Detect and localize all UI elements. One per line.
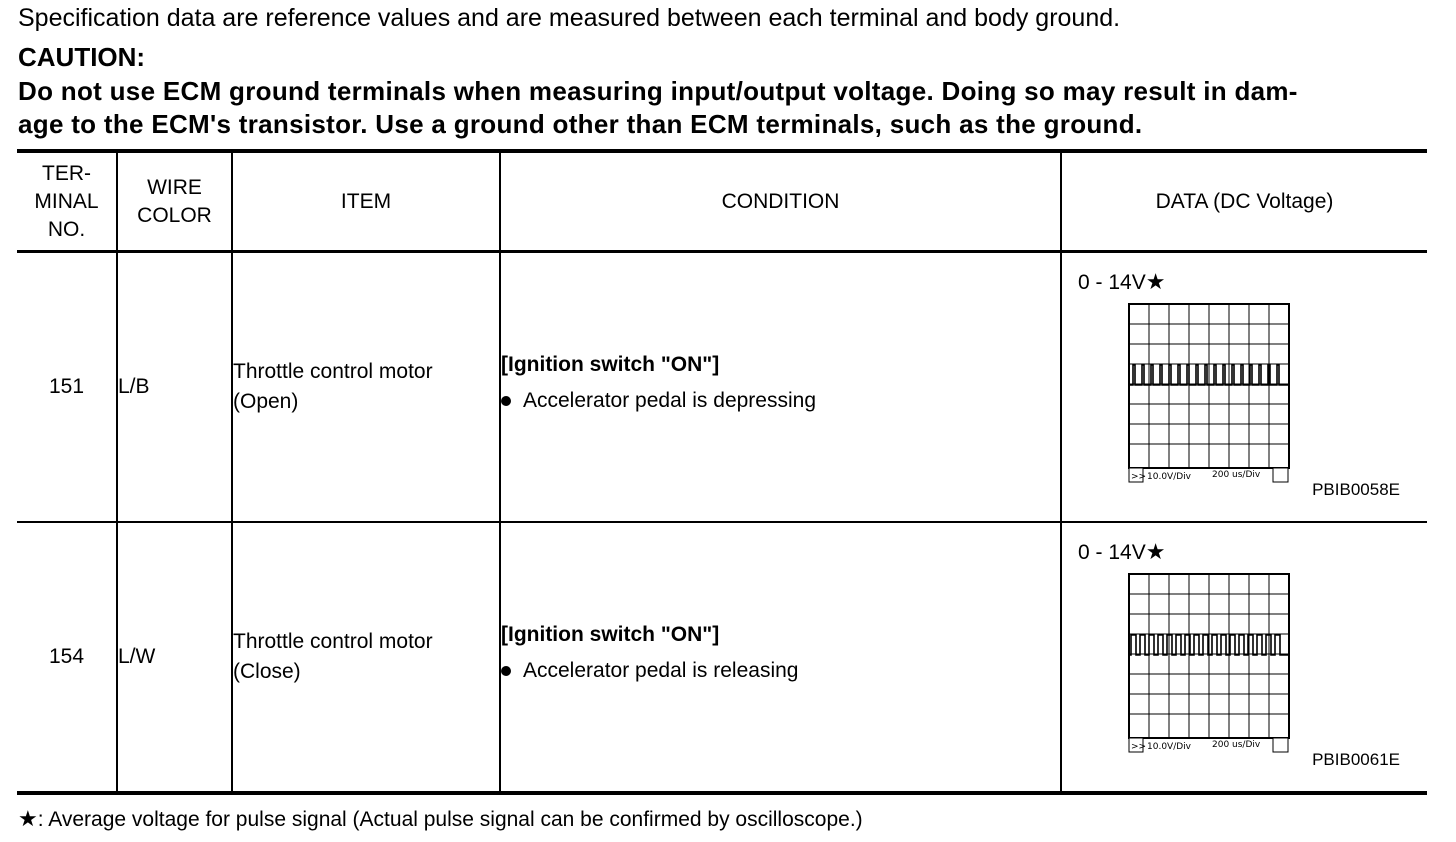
wire-color-cell: L/W <box>117 522 232 793</box>
terminal-cell: 154 <box>17 522 117 793</box>
condition-bullet-text: Accelerator pedal is releasing <box>523 659 799 682</box>
header-terminal-line-3: NO. <box>47 217 86 241</box>
table-row <box>17 522 1427 793</box>
item-cell <box>232 522 500 793</box>
header-data: DATA (DC Voltage) <box>1061 151 1427 252</box>
scope-time: 200 us/Div <box>1212 740 1261 750</box>
caution-body <box>18 75 1428 141</box>
condition-title: [Ignition switch "ON"] <box>501 623 720 646</box>
condition-title: [Ignition switch "ON"] <box>501 353 720 376</box>
data-value-text: 0 - 14V <box>1078 271 1146 294</box>
scope-marker: >> <box>1131 742 1147 752</box>
bullet-icon <box>501 666 511 676</box>
star-icon: ★ <box>1145 269 1166 294</box>
caution-line-1: Do not use ECM ground terminals when measuring input/output voltage. Doing so may result in dam- <box>18 76 1298 106</box>
figure-id: PBIB0058E <box>1312 480 1400 499</box>
table-row <box>17 252 1427 523</box>
scope-scale: 10.0V/Div <box>1147 742 1191 752</box>
condition-cell <box>500 522 1061 793</box>
item-line-1: Throttle control motor <box>233 630 433 653</box>
header-terminal-line-2: MINAL <box>34 189 99 213</box>
data-cell <box>1061 522 1427 793</box>
header-item: ITEM <box>232 151 500 252</box>
terminal-spec-table <box>17 149 1427 795</box>
data-value <box>1078 537 1165 568</box>
condition-cell <box>500 252 1061 523</box>
footnote <box>18 806 863 832</box>
header-terminal-no <box>17 151 117 252</box>
scope-marker: >> <box>1131 472 1147 482</box>
item-line-2: (Close) <box>233 660 301 683</box>
condition-bullet <box>501 386 1060 416</box>
wire-color-cell: L/B <box>117 252 232 523</box>
scope-grid <box>1129 574 1289 738</box>
caution-title: CAUTION: <box>18 42 146 72</box>
condition-bullet-text: Accelerator pedal is depressing <box>523 389 816 412</box>
footnote-text: : Average voltage for pulse signal (Actual pulse signal can be confirmed by oscilloscope.) <box>37 808 863 831</box>
bullet-icon <box>501 396 511 406</box>
header-wire-line-2: COLOR <box>137 203 212 227</box>
header-terminal-line-1: TER- <box>42 161 91 185</box>
data-value <box>1078 267 1165 298</box>
data-value-text: 0 - 14V <box>1078 541 1146 564</box>
header-wire-line-1: WIRE <box>147 175 202 199</box>
star-icon: ★ <box>1145 539 1166 564</box>
terminal-cell: 151 <box>17 252 117 523</box>
table-header-row <box>17 151 1427 252</box>
scope-scale: 10.0V/Div <box>1147 472 1191 482</box>
caution-line-2: age to the ECM's transistor. Use a ground other than ECM terminals, such as the ground. <box>18 109 1143 139</box>
header-condition: CONDITION <box>500 151 1061 252</box>
item-line-1: Throttle control motor <box>233 360 433 383</box>
scope-grid <box>1129 304 1289 468</box>
scope-time: 200 us/Div <box>1212 470 1261 480</box>
header-wire-color <box>117 151 232 252</box>
figure-id: PBIB0061E <box>1312 750 1400 769</box>
item-cell <box>232 252 500 523</box>
item-line-2: (Open) <box>233 390 299 413</box>
oscilloscope-waveform <box>1128 303 1290 483</box>
oscilloscope-waveform <box>1128 573 1290 753</box>
intro-text: Specification data are reference values and are measured between each terminal and body ground. <box>18 4 1121 32</box>
condition-bullet <box>501 656 1060 686</box>
star-icon: ★ <box>18 806 38 831</box>
data-cell <box>1061 252 1427 523</box>
